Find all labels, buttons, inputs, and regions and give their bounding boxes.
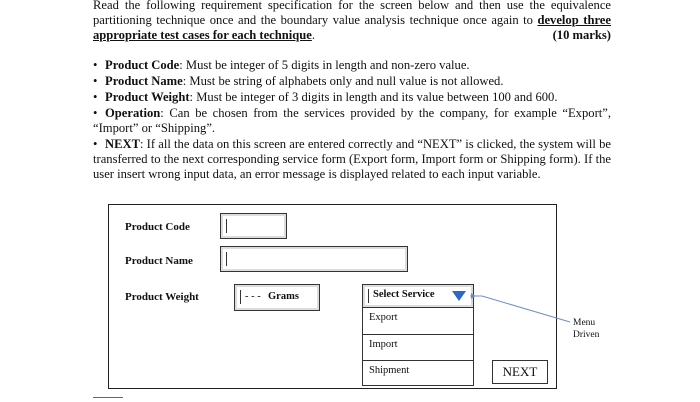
- requirement-item: • Operation: Can be chosen from the services provided by the company, for example “Export”, “Import” or “Shipping”.: [93, 106, 611, 135]
- text-caret: [240, 290, 241, 304]
- option-import[interactable]: Import: [362, 334, 474, 361]
- requirement-item: • Product Name: Must be string of alphabets only and null value is not allowed.: [93, 74, 504, 88]
- requirements-list: [93, 58, 611, 183]
- product-weight-label: Product Weight: [125, 291, 199, 303]
- intro-end: .: [311, 28, 316, 42]
- requirement-item: • Product Code: Must be integer of 5 digits in length and non-zero value.: [93, 58, 470, 72]
- text-caret: [368, 289, 369, 303]
- text-caret: [226, 252, 227, 266]
- option-export[interactable]: Export: [362, 307, 474, 335]
- service-select[interactable]: [362, 284, 474, 308]
- requirement-item: • Product Weight: Must be integer of 3 digits in length and its value between 100 and 600.: [93, 90, 558, 104]
- page-edge-line: [93, 397, 123, 398]
- product-name-input[interactable]: [220, 246, 408, 272]
- requirement-item: • NEXT: If all the data on this screen are entered correctly and “NEXT” is clicked, the system will be transferred to the next corresponding service form (Export form, Import form or Shipping form). If the user insert wrong input data, an error message is displayed related to each input variable.: [93, 137, 611, 181]
- weight-placeholder: - - -: [245, 291, 261, 302]
- question-intro: [93, 0, 611, 43]
- product-name-label: Product Name: [125, 255, 193, 267]
- weight-unit: Grams: [268, 291, 299, 302]
- product-code-input[interactable]: [220, 213, 287, 239]
- product-weight-input[interactable]: [234, 284, 320, 311]
- marks-label: (10 marks): [552, 28, 611, 42]
- product-code-label: Product Code: [125, 221, 190, 233]
- intro-text: Read the following requirement specification for the screen below and then use the equivalence partitioning technique once and the boundary value analysis technique once again to: [93, 0, 611, 27]
- option-shipment[interactable]: Shipment: [362, 360, 474, 386]
- text-caret: [226, 219, 227, 233]
- menu-driven-annotation: Menu Driven: [573, 318, 600, 340]
- next-button[interactable]: NEXT: [492, 360, 548, 384]
- intro-emphasis: develop three appropriate test cases for each technique: [93, 13, 611, 42]
- service-select-label: Select Service: [373, 289, 435, 300]
- menu-connector-line: [470, 290, 580, 330]
- dropdown-arrow-icon: [452, 291, 466, 302]
